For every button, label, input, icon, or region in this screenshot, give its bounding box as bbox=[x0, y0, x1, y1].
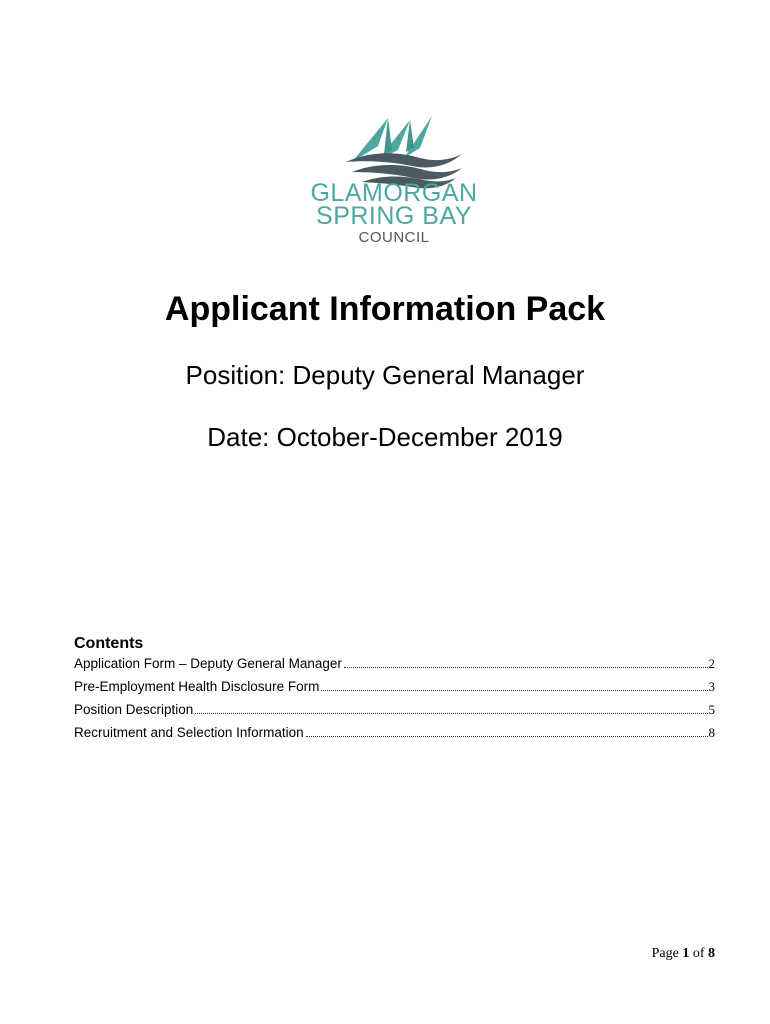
toc-item-position-description[interactable] bbox=[74, 702, 715, 725]
page-number-footer bbox=[652, 946, 715, 962]
council-logo bbox=[0, 0, 770, 250]
date-line: Date: October-December 2019 bbox=[207, 422, 563, 452]
toc-item-label: Application Form – Deputy General Manager bbox=[74, 656, 342, 671]
logo-line-3: COUNCIL bbox=[358, 229, 430, 246]
contents-heading: Contents bbox=[74, 635, 144, 652]
footer-page-word: Page bbox=[651, 946, 679, 961]
position-line: Position: Deputy General Manager bbox=[185, 360, 585, 390]
toc-item-page: 2 bbox=[708, 656, 715, 671]
page-title: Applicant Information Pack bbox=[164, 290, 606, 328]
toc-item-label: Recruitment and Selection Information bbox=[74, 725, 304, 740]
logo-line-1: GLAMORGAN bbox=[310, 179, 478, 207]
footer-total-pages: 8 bbox=[708, 946, 715, 961]
toc-item-recruitment-info[interactable] bbox=[74, 725, 715, 748]
sails-waves-icon bbox=[0, 0, 770, 250]
footer-of-word: of bbox=[692, 946, 705, 961]
toc-item-page: 3 bbox=[708, 679, 715, 694]
toc-leader-dots bbox=[321, 689, 707, 691]
toc-item-label: Pre-Employment Health Disclosure Form bbox=[74, 679, 320, 694]
table-of-contents bbox=[74, 634, 715, 748]
toc-item-label: Position Description bbox=[74, 702, 194, 717]
toc-item-health-disclosure[interactable] bbox=[74, 679, 715, 702]
toc-leader-dots bbox=[344, 666, 708, 668]
toc-item-application-form[interactable] bbox=[74, 656, 715, 679]
toc-leader-dots bbox=[306, 735, 708, 737]
toc-item-page: 8 bbox=[708, 725, 715, 740]
footer-current-page: 1 bbox=[682, 946, 690, 961]
toc-leader-dots bbox=[195, 712, 707, 714]
logo-line-2: SPRING BAY bbox=[316, 202, 472, 230]
toc-item-page: 5 bbox=[708, 702, 715, 717]
